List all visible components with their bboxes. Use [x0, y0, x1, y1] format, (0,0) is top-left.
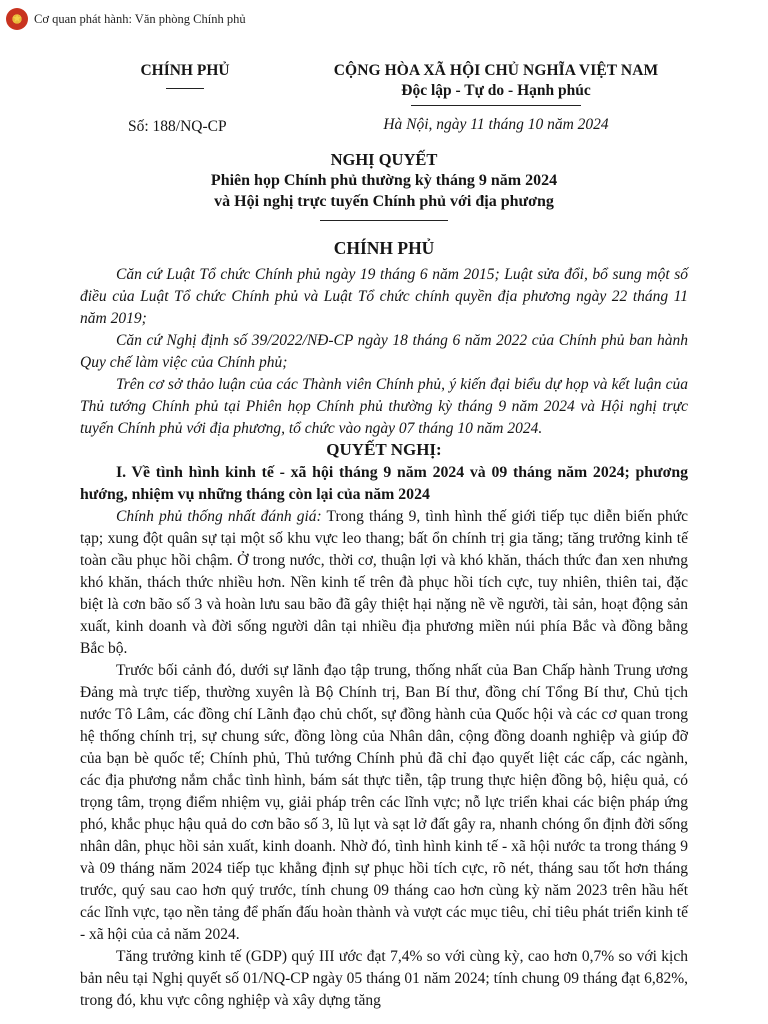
national-emblem-icon: ★ [6, 8, 28, 30]
issuer-line [6, 6, 246, 32]
national-motto: Độc lập - Tự do - Hạnh phúc [401, 82, 591, 99]
resolves-heading: QUYẾT NGHỊ: [326, 440, 442, 459]
national-header [300, 62, 692, 106]
title-divider [320, 220, 448, 221]
basis-paragraph: Căn cứ Nghị định số 39/2022/NĐ-CP ngày 18 tháng 6 năm 2022 của Chính phủ ban hành Quy chế làm việc của Chính phủ; [80, 332, 688, 371]
basis-paragraph: Trên cơ sở thảo luận của các Thành viên Chính phủ, ý kiến đại biểu dự họp và kết luận của Thủ tướng Chính phủ tại Phiên họp Chính phủ thường kỳ tháng 9 năm 2024 và Hội nghị trực tuyến Chính phủ với địa phương, tổ chức vào ngày 07 tháng 10 năm 2024. [80, 376, 688, 437]
issuer-text: Cơ quan phát hành: Văn phòng Chính phủ [34, 11, 246, 26]
section-heading [80, 462, 688, 506]
legal-basis [80, 264, 688, 440]
assessment-text: Trong tháng 9, tình hình thế giới tiếp tục diễn biến phức tạp; xung đột quân sự tại một số khu vực leo thang; bất ổn chính trị gia tăng; tăng trưởng kinh tế toàn cầu phục hồi chậm. Ở trong nước, thời cơ, thuận lợi và khó khăn, thách thức đan xen nhưng khó khăn, thách thức nhiều hơn. Nền kinh tế trên đà phục hồi tích cực, tuy nhiên, thiên tai, đặc biệt là cơn bão số 3 và hoàn lưu sau bão đã gây thiệt hại nặng nề về người, tài sản, hoạt động sản xuất, kinh doanh và đời sống người dân tại nhiều địa phương miền núi phía Bắc và đồng bằng Bắc bộ. [80, 508, 688, 657]
document-subtitle-1: Phiên họp Chính phủ thường kỳ tháng 9 năm 2024 [210, 172, 558, 189]
content-paragraph: Trước bối cảnh đó, dưới sự lãnh đạo tập trung, thống nhất của Ban Chấp hành Trung ương Đảng mà trực tiếp, thường xuyên là Bộ Chính trị, Ban Bí thư, đồng chí Tổng Bí thư, Chủ tịch nước Tô Lâm, các đồng chí Lãnh đạo chủ chốt, sự đồng hành của Quốc hội và các cơ quan trong hệ thống chính trị, sự chung sức, đồng lòng của Nhân dân, cộng đồng doanh nghiệp và giúp đỡ của bạn bè quốc tế; Chính phủ, Thủ tướng Chính phủ đã chỉ đạo quyết liệt các cấp, các ngành, các địa phương nắm chắc tình hình, bám sát thực tiễn, tập trung thực hiện đồng bộ, hiệu quả, có trọng tâm, trọng điểm nhiệm vụ, giải pháp trên các lĩnh vực; nỗ lực triển khai các biện pháp ứng phó, khắc phục hậu quả do cơn bão số 3, lũ lụt và sạt lở đất gây ra, nhanh chóng ổn định đời sống nhân dân, phục hồi sản xuất, kinh doanh. Nhờ đó, tình hình kinh tế - xã hội nước ta trong tháng 9 và 09 tháng năm 2024 tiếp tục khẳng định sự phục hồi tích cực, rõ nét, tháng sau tốt hơn tháng trước, quý sau cao hơn quý trước, tính chung 09 tháng cao hơn cùng kỳ năm 2023 trên hầu hết các lĩnh vực, tạo nền tảng để phấn đấu hoàn thành và vượt các mục tiêu, chỉ tiêu phát triển kinh tế - xã hội của cả năm 2024. [80, 662, 688, 943]
section-content [80, 506, 688, 1012]
content-paragraph [80, 506, 688, 660]
issue-date: Hà Nội, ngày 11 tháng 10 năm 2024 [383, 116, 609, 133]
section-heading-text: I. Về tình hình kinh tế - xã hội tháng 9 năm 2024 và 09 tháng năm 2024; phương hướng, nhiệm vụ những tháng còn lại của năm 2024 [80, 464, 688, 503]
motto-underline [411, 105, 581, 106]
agency-block [118, 62, 252, 89]
basis-paragraph: Căn cứ Luật Tổ chức Chính phủ ngày 19 tháng 6 năm 2015; Luật sửa đổi, bổ sung một số điều của Luật Tổ chức Chính phủ và Luật Tổ chức chính quyền địa phương ngày 22 tháng 11 năm 2019; [80, 266, 688, 327]
document-type: NGHỊ QUYẾT [330, 150, 438, 169]
agency-name: CHÍNH PHỦ [140, 62, 230, 79]
document-number: Số: 188/NQ-CP [128, 118, 227, 135]
issuing-authority: CHÍNH PHỦ [333, 238, 435, 258]
content-paragraph: Tăng trưởng kinh tế (GDP) quý III ước đạt 7,4% so với cùng kỳ, cao hơn 0,7% so với kịch bản nêu tại Nghị quyết số 01/NQ-CP ngày 05 tháng 01 năm 2024; tính chung 09 tháng đạt 6,82%, trong đó, khu vực công nghiệp và xây dựng tăng [80, 948, 688, 1009]
agency-underline [166, 88, 204, 89]
country-name: CỘNG HÒA XÃ HỘI CHỦ NGHĨA VIỆT NAM [333, 62, 659, 79]
assessment-lead: Chính phủ thống nhất đánh giá: [116, 508, 322, 525]
document-subtitle-2: và Hội nghị trực tuyến Chính phủ với địa phương [214, 193, 554, 210]
